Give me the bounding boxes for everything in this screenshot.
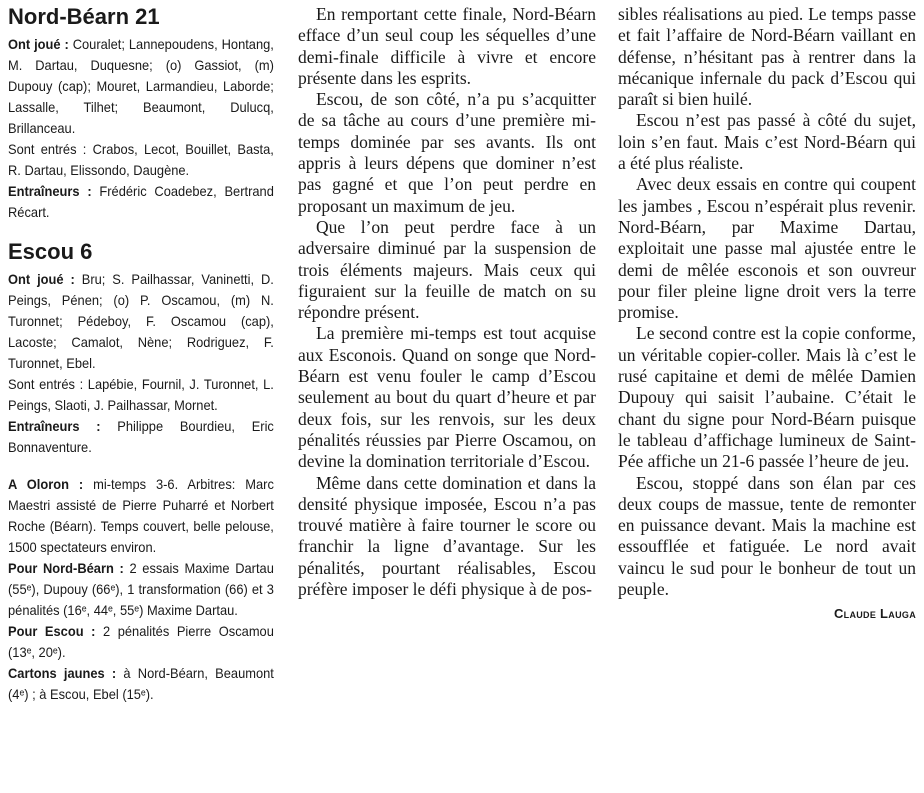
entraineurs-label: Entraîneurs :: [8, 183, 92, 199]
article-paragraph: Escou n’est pas passé à côté du sujet, loin s’en faut. Mais c’est Nord-Béarn qui a été plus réaliste.: [618, 110, 916, 174]
article-paragraph: En remportant cette finale, Nord-Béarn efface d’un seul coup les séquelles d’une demi-finale difficile à vivre et encore présente dans les esprits.: [298, 4, 596, 88]
yellow-cards-text: à Nord-Béarn, Beaumont (4ᵉ) ; à Escou, Ebel (15ᵉ).: [8, 665, 274, 702]
article-paragraph: Escou, stoppé dans son élan par ces deux coups de massue, tente de remonter en puissance devant. Mais la machine est essoufflée et fatiguée. Le nord avait vaincu le sud pour le bonheur de tout un peuple.: [618, 472, 916, 600]
team-block-nord-bearn: [8, 4, 274, 223]
team-block-escou: [8, 239, 274, 458]
match-info-block: [8, 474, 274, 705]
article-paragraph: Le second contre est la copie conforme, un véritable copier-coller. Mais là c’est le rusé capitaine et demi de mêlée Damien Dupouy qui saisit l’aubaine. C’était le chant du signe pour Nord-Béarn puisque le tableau d’affichage lumineux de Saint-Pée affiche un 21-6 passée l’heure de jeu.: [618, 323, 916, 472]
scorers-nord-bearn-text: 2 essais Maxime Dartau (55ᵉ), Dupouy (66ᵉ), 1 transformation (66) et 3 pénalités (16ᵉ, 44ᵉ, 55ᵉ) Maxime Dartau.: [8, 560, 274, 618]
team-title-nord-bearn: Nord-Béarn 21: [8, 4, 160, 29]
scorers-escou: [8, 621, 274, 663]
yellow-cards: [8, 663, 274, 705]
substitutes-escou: Sont entrés : Lapébie, Fournil, J. Turonnet, L. Peings, Slaoti, J. Pailhassar, Mornet.: [8, 376, 274, 413]
scorers-escou-text: 2 pénalités Pierre Oscamou (13ᵉ, 20ᵉ).: [8, 623, 274, 660]
ont-joue-text: Couralet; Lannepoudens, Hontang, M. Dartau, Duquesne; (o) Gassiot, (m) Dupouy (cap); Mouret, Larmandieu, Laborde; Lassalle, Tilhet; Beaumont, Dulucq, Brillanceau.: [8, 36, 274, 136]
article-paragraph: Que l’on peut perdre face à un adversaire diminué par la suspension de trois éléments majeurs. Mais ceux qui figuraient sur la feuille de match on su répondre présent.: [298, 216, 596, 323]
venue-info: [8, 474, 274, 558]
ont-joue-text: Bru; S. Pailhassar, Vaninetti, D. Peings, Pénen; (o) P. Oscamou, (m) N. Turonnet; Pédeboy, F. Oscamou (cap), Lacoste; Camalot, Nène; Rodriguez, F. Turonnet, Ebel.: [8, 271, 274, 371]
article-column-1: [298, 4, 596, 600]
lineup-nord-bearn: [8, 34, 274, 139]
scorers-nord-bearn-label: Pour Nord-Béarn :: [8, 560, 124, 576]
article-paragraph: Avec deux essais en contre qui coupent les jambes , Escou n’espérait plus revenir. Nord-Béarn, par Maxime Dartau, exploitait une passe mal ajustée entre le demi de mêlée esconois et son ouvreur pour filer pleine ligne droit vers la terre promise.: [618, 174, 916, 323]
scorers-escou-label: Pour Escou :: [8, 623, 96, 639]
entraineurs-label: Entraîneurs :: [8, 418, 101, 434]
article-paragraph-continued: sibles réalisations au pied. Le temps passe et fait l’affaire de Nord-Béarn vaillant en défense, n’hésitant pas à rentrer dans la mécanique infernale du pack d’Escou qui paraît si bien huilé.: [618, 4, 916, 110]
article-paragraph: Même dans cette domination et dans la densité physique imposée, Escou n’a pas trouvé matière à faire tourner le score ou franchir la ligne d’avantage. Sur les pénalités, pourtant réalisables, Escou préfère imposer le défi physique à de pos-: [298, 472, 596, 600]
entraineurs-text: Frédéric Coadebez, Bertrand Récart.: [8, 183, 274, 220]
article-paragraph: Escou, de son côté, n’a pu s’acquitter de sa tâche au cours d’une première mi-temps dominée par ses avants. Ils ont appris à leurs dépens que dominer n’est pas gagné et que l’on peut perdre en proposant un maximum de jeu.: [298, 89, 596, 216]
match-sheet-column: [8, 4, 274, 705]
venue-label: A Oloron :: [8, 476, 84, 492]
article-paragraph: La première mi-temps est tout acquise aux Esconois. Quand on songe que Nord-Béarn est venu fouler le camp d’Escou seulement au bout du quart d’heure et par deux fois, sur les renvois, sur les deux pénalités réussies par Pierre Oscamou, on devine la domination territoriale d’Escou.: [298, 323, 596, 472]
article-column-2: [618, 4, 916, 621]
lineup-escou: [8, 269, 274, 374]
scorers-nord-bearn: [8, 558, 274, 621]
coaches-escou: [8, 416, 274, 458]
coaches-nord-bearn: [8, 181, 274, 223]
ont-joue-label: Ont joué :: [8, 271, 75, 287]
yellow-cards-label: Cartons jaunes :: [8, 665, 117, 681]
author-signature: Claude Lauga: [833, 606, 916, 622]
team-title-escou: Escou 6: [8, 239, 93, 264]
ont-joue-label: Ont joué :: [8, 36, 69, 52]
venue-text: mi-temps 3-6. Arbitres: Marc Maestri assisté de Pierre Puharré et Norbert Roche (Béarn). Temps couvert, belle pelouse, 1500 spectateurs environ.: [8, 476, 274, 555]
entraineurs-text: Philippe Bourdieu, Eric Bonnaventure.: [8, 418, 274, 455]
substitutes-nord-bearn: Sont entrés : Crabos, Lecot, Bouillet, Basta, R. Dartau, Elissondo, Daugène.: [8, 141, 274, 178]
